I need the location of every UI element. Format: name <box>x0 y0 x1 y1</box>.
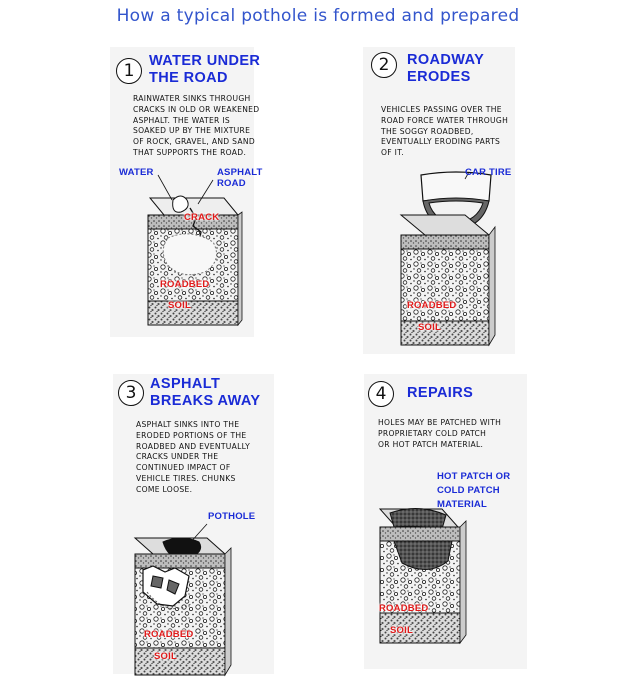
soil-label-3: SOIL <box>154 651 177 662</box>
water-label: WATER <box>119 167 154 178</box>
step-number-1: 1 <box>116 58 142 84</box>
roadbed-label-3: ROADBED <box>144 629 194 640</box>
roadbed-label-1: ROADBED <box>160 279 210 290</box>
asphalt-road-label: ASPHALT ROAD <box>217 167 263 189</box>
panel-2-heading: ROADWAY ERODES <box>407 52 485 85</box>
page-title: How a typical pothole is formed and prepared <box>116 6 520 26</box>
patch-material-label: HOT PATCH OR COLD PATCH MATERIAL <box>437 471 511 510</box>
pothole-label: POTHOLE <box>208 511 256 522</box>
step-number-4: 4 <box>368 381 394 407</box>
panel-4-description: HOLES MAY BE PATCHED WITH PROPRIETARY COLD PATCH OR HOT PATCH MATERIAL. <box>378 418 502 449</box>
road-cross-section-pothole-illustration <box>125 520 265 680</box>
soil-label-4: SOIL <box>390 625 413 636</box>
panel-1-description: RAINWATER SINKS THROUGH CRACKS IN OLD OR WEAKENED ASPHALT. THE WATER IS SOAKED UP BY THE MIXTURE OF ROCK, GRAVEL, AND SAND THAT SUPPORTS THE ROAD. <box>133 94 260 157</box>
car-tire-label: CAR TIRE <box>465 167 512 178</box>
soil-label-1: SOIL <box>168 300 191 311</box>
panel-4-heading: REPAIRS <box>407 385 474 401</box>
panel-1-heading: WATER UNDER THE ROAD <box>149 53 261 86</box>
road-cross-section-tire-illustration <box>385 165 515 350</box>
step-number-2: 2 <box>371 52 397 78</box>
step-number-3: 3 <box>118 380 144 406</box>
roadbed-label-2: ROADBED <box>407 300 457 311</box>
panel-3-description: ASPHALT SINKS INTO THE ERODED PORTIONS OF THE ROADBED AND EVENTUALLY CRACKS UNDER THE CONTINUED IMPACT OF VEHICLE TIRES. CHUNKS COME LOOSE. <box>136 420 251 494</box>
soil-label-2: SOIL <box>418 322 441 333</box>
panel-2-description: VEHICLES PASSING OVER THE ROAD FORCE WATER THROUGH THE SOGGY ROADBED, EVENTUALLY ERODING PARTS OF IT. <box>381 105 509 158</box>
crack-label: CRACK <box>184 212 220 223</box>
panel-3-heading: ASPHALT BREAKS AWAY <box>150 376 261 409</box>
roadbed-label-4: ROADBED <box>379 603 429 614</box>
